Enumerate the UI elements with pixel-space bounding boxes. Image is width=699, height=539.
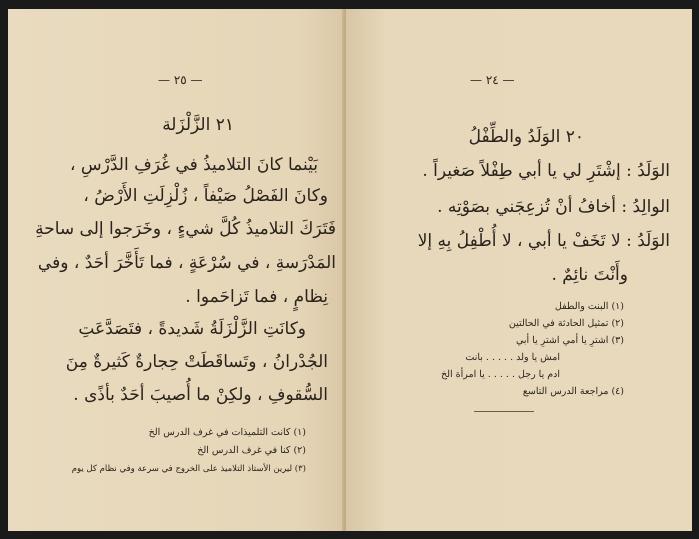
dialogue-line: الوَلَدُ : لا تَخَفْ يا أبي ، لا أُطْفِلُ بِهِ إلا: [417, 231, 670, 251]
paragraph-line: فَتَرَكَ التلاميذُ كُلَّ شيءٍ ، وخَرَجوا إلى ساحةِ: [35, 219, 336, 239]
lesson-title: ٢١ الزَّلْزَلة: [162, 115, 234, 135]
exercise-item: امش يا ولد . . . . . بانت: [465, 352, 560, 363]
exercise-item: (٢) تمثيل الحادثة في الحالتين: [508, 318, 624, 329]
divider-rule: [474, 411, 534, 412]
right-page: [346, 9, 692, 531]
paragraph-line: وكانَتِ الزَّلْزَلَةُ شَديدةً ، فتَصَدَّعَتِ: [78, 319, 306, 339]
paragraph-line: السُّقوفِ ، ولكِنْ ما أُصيبَ أحَدٌ بأذًى .: [73, 385, 328, 405]
left-page: [8, 9, 346, 531]
lesson-title: ٢٠ الوَلَدُ والطِّفْلُ: [468, 127, 584, 147]
exercise-item: (٢) كنا في غرف الدرس الخ: [197, 445, 306, 456]
exercise-item: (٣) اشترِ يا أمي اشترِ يا أبي: [516, 335, 624, 346]
exercise-item: (١) البنت والطفل: [554, 301, 624, 312]
paragraph-line: بَيْنما كانَ التلاميذُ في غُرَفِ الدَّرْسِ ،: [70, 155, 318, 175]
paragraph-line: نِظامٍ ، فما تَزاحَموا .: [185, 287, 328, 307]
paragraph-line: المَدْرَسةِ ، في سُرْعَةٍ ، فما تَأَخَّرَ أحَدٌ ، وفي: [37, 253, 336, 273]
exercise-item: ادم يا رجل . . . . . يا امرأة الخ: [440, 369, 560, 380]
exercise-item: (٣) ليرين الأستاذ التلاميذ على الخروج في سرعة وفي نظام كل يوم: [71, 464, 306, 474]
paragraph-line: الجُدْرانُ ، وتَساقَطَتْ حِجارةٌ كَثيرةٌ مِنَ: [65, 352, 328, 372]
dialogue-line: وأَنْتَ نائِمٌ .: [551, 265, 628, 285]
exercise-item: (٤) مراجعة الدرس التاسع: [522, 386, 624, 397]
dialogue-line: الوَلَدُ : إشْتَرِ لي يا أبي طِفْلاً صَغيراً .: [422, 161, 670, 181]
open-book: [8, 9, 692, 531]
page-number: — ٢٤ —: [470, 73, 515, 87]
exercise-item: (١) كانت التلميذات في غرف الدرس الخ: [148, 427, 306, 438]
page-number: — ٢٥ —: [158, 73, 203, 87]
paragraph-line: وكانَ الفَصْلُ صَيْفاً ، زُلْزِلَتِ الأَرْضُ ،: [83, 186, 328, 206]
dialogue-line: الوالِدُ : أخافُ أنْ تُزعِجَني بصَوْتِه .: [437, 197, 670, 217]
